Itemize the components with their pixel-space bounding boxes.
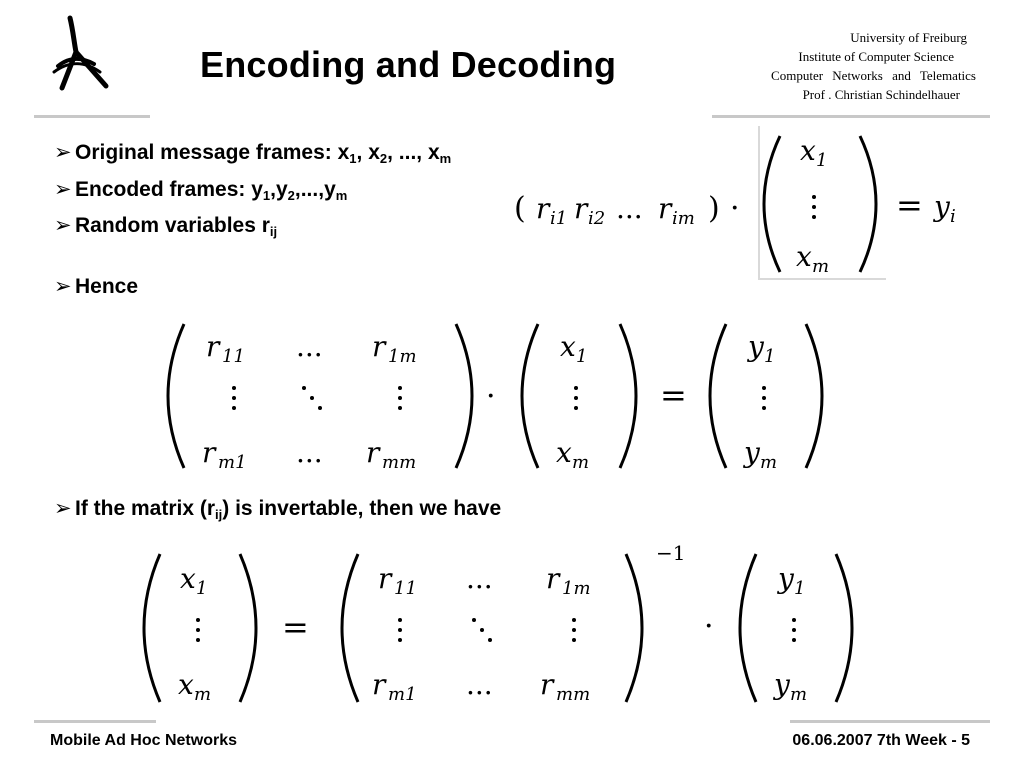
svg-text:r: r xyxy=(372,330,386,363)
svg-text:r: r xyxy=(372,668,386,701)
bullet-original-frames: ➢ Original message frames: $x_1$, $x_2$, ..., $x_m$ xyxy=(54,141,452,165)
svg-text:−1: −1 xyxy=(656,541,686,565)
institution-line: University of Freiburg xyxy=(850,30,967,45)
svg-text:y: y xyxy=(778,562,794,595)
footer-divider-right xyxy=(790,720,990,723)
svg-text:r: r xyxy=(574,192,588,225)
svg-text:1: 1 xyxy=(576,346,588,367)
svg-text:1: 1 xyxy=(816,150,828,171)
svg-text:x: x xyxy=(800,134,816,167)
svg-text:mm: mm xyxy=(556,684,591,705)
institution-line: Institute of Computer Science xyxy=(798,49,954,64)
svg-text:...: ... xyxy=(616,192,643,225)
institution-line: Computer Networks and Telematics xyxy=(771,68,976,83)
svg-text:y: y xyxy=(774,668,790,701)
svg-text:r: r xyxy=(658,192,672,225)
institution-block xyxy=(696,28,976,104)
inverse-matrix-equation xyxy=(136,540,866,706)
svg-text:1: 1 xyxy=(764,346,776,367)
svg-text:...: ... xyxy=(466,562,493,595)
header-divider-left xyxy=(34,115,150,118)
svg-text:r: r xyxy=(546,562,560,595)
svg-text:1: 1 xyxy=(794,578,806,599)
bullet-arrow-icon: ➢ xyxy=(54,178,72,201)
svg-text:mm: mm xyxy=(382,452,417,473)
svg-text:m1: m1 xyxy=(388,684,417,705)
svg-text:m: m xyxy=(194,684,212,705)
svg-text:x: x xyxy=(178,668,194,701)
bullet-random-variables: ➢ Random variables $r_{ij}$ xyxy=(54,214,278,239)
svg-text:x: x xyxy=(796,240,812,273)
bullet-arrow-icon: ➢ xyxy=(54,141,72,164)
slide-title: Encoding and Decoding xyxy=(200,44,617,85)
svg-text:·: · xyxy=(704,609,714,644)
svg-text:1m: 1m xyxy=(562,578,591,599)
svg-text:m1: m1 xyxy=(218,452,247,473)
bullet-arrow-icon: ➢ xyxy=(54,497,72,520)
bullet-encoded-frames: ➢ Encoded frames: $y_1,y_2,...,y_m$ xyxy=(54,178,348,203)
encoding-formula xyxy=(510,126,980,282)
svg-text:1: 1 xyxy=(196,578,208,599)
svg-text:...: ... xyxy=(296,436,323,469)
svg-text:y: y xyxy=(934,190,950,223)
bullet-arrow-icon: ➢ xyxy=(54,275,72,298)
svg-text:i1: i1 xyxy=(550,208,568,229)
bullet-invertable: ➢ If the matrix $(r_{ij})$ is invertable, then we have xyxy=(54,497,502,522)
university-logo-icon xyxy=(40,12,124,96)
svg-text:y: y xyxy=(744,436,760,469)
footer-date-page: 06.06.2007 7th Week - 5 xyxy=(792,732,970,749)
svg-text:r: r xyxy=(202,436,216,469)
svg-text:x: x xyxy=(556,436,572,469)
svg-text:r: r xyxy=(366,436,380,469)
bullet-arrow-icon: ➢ xyxy=(54,214,72,237)
footer-course-name: Mobile Ad Hoc Networks xyxy=(50,732,237,749)
svg-text:r: r xyxy=(536,192,550,225)
svg-text:...: ... xyxy=(466,668,493,701)
svg-text:m: m xyxy=(572,452,590,473)
svg-text:=: = xyxy=(660,376,687,414)
svg-text:=: = xyxy=(282,608,309,646)
svg-text:1m: 1m xyxy=(388,346,417,367)
svg-text:m: m xyxy=(790,684,808,705)
header-divider-right xyxy=(712,115,990,118)
svg-text:i2: i2 xyxy=(588,208,606,229)
svg-text:(: ( xyxy=(514,191,526,226)
matrix-equation xyxy=(160,318,840,474)
svg-text:im: im xyxy=(672,208,695,229)
bullet-hence: ➢ Hence xyxy=(54,275,139,298)
footer-divider-left xyxy=(34,720,156,723)
svg-text:11: 11 xyxy=(222,346,245,367)
svg-text:r: r xyxy=(378,562,392,595)
svg-text:m: m xyxy=(812,256,830,277)
svg-text:=: = xyxy=(896,186,923,224)
svg-text:·: · xyxy=(730,191,740,226)
svg-text:y: y xyxy=(748,330,764,363)
svg-text:x: x xyxy=(180,562,196,595)
svg-text:x: x xyxy=(560,330,576,363)
svg-text:r: r xyxy=(540,668,554,701)
svg-text:...: ... xyxy=(296,330,323,363)
svg-text:11: 11 xyxy=(394,578,417,599)
svg-text:): ) xyxy=(708,191,720,226)
institution-line: Prof . Christian Schindelhauer xyxy=(802,87,960,102)
svg-text:r: r xyxy=(206,330,220,363)
svg-text:·: · xyxy=(486,379,496,414)
svg-text:i: i xyxy=(950,206,956,227)
svg-text:m: m xyxy=(760,452,778,473)
